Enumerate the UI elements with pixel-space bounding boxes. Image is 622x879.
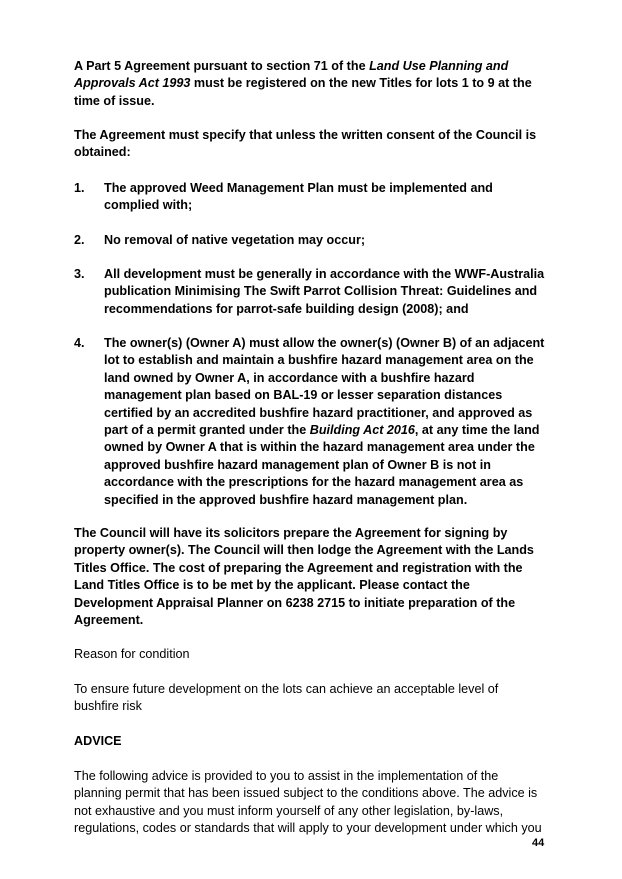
para1-text-end: must be registered on the new Titles for lots 1 to 9 at the time of issue.	[74, 76, 532, 108]
page-number: 44	[532, 837, 545, 849]
agreement-requirement-paragraph	[74, 58, 546, 110]
list-item-text	[104, 335, 548, 509]
list-item-number: 1.	[74, 181, 85, 195]
item4-text-start: The owner(s) (Owner A) must allow the owner(s) (Owner B) of an adjacent lot to establish and maintain a bushfire hazard management area on the land owned by Owner A, in accordance with a bushfire hazard management plan based on BAL-19 or lesser separation distances certified by an accredited bushfire hazard practitioner, and approved as part of a permit granted under the	[104, 336, 545, 438]
agreement-specify-paragraph: The Agreement must specify that unless the written consent of the Council is obtained:	[74, 128, 537, 160]
advice-text: The following advice is provided to you to assist in the implementation of the planning permit that has been issued subject to the conditions above. The advice is not exhaustive and you must inform yourself of any other legislation, by-laws, regulations, codes or standards that will apply to your development under which you	[74, 769, 542, 836]
list-item-number: 2.	[74, 233, 85, 247]
item4-text-end: , at any time the land owned by Owner A that is within the hazard management area under the approved bushfire hazard management plan of Owner B is not in accordance with the prescriptions for the hazard management area as specified in the approved bushfire hazard management plan.	[104, 423, 540, 507]
list-item-text: All development must be generally in accordance with the WWF-Australia publication Minimising The Swift Parrot Collision Threat: Guidelines and recommendations for parrot-safe building design (2008); and	[104, 267, 545, 316]
reason-text: To ensure future development on the lots can achieve an acceptable level of bushfire risk	[74, 682, 499, 714]
list-item-number: 3.	[74, 267, 85, 281]
act-title: Land Use Planning and Approvals Act 1993	[74, 59, 509, 91]
para1-text-start: A Part 5 Agreement pursuant to section 71 of the	[74, 59, 370, 73]
building-act-title: Building Act 2016	[309, 423, 415, 438]
council-solicitors-paragraph: The Council will have its solicitors prepare the Agreement for signing by property owner(s). The Council will then lodge the Agreement with the Lands Titles Office. The cost of preparing the Agreement and registration with the Land Titles Office is to be met by the applicant. Please contact the Development Appraisal Planner on 6238 2715 to initiate preparation of the Agreement.	[74, 526, 534, 628]
reason-heading: Reason for condition	[74, 647, 190, 661]
list-item-number: 4.	[74, 336, 85, 350]
list-item-text: The approved Weed Management Plan must be implemented and complied with;	[104, 181, 493, 213]
advice-heading: ADVICE	[74, 734, 122, 748]
list-item-text: No removal of native vegetation may occur;	[104, 233, 366, 247]
